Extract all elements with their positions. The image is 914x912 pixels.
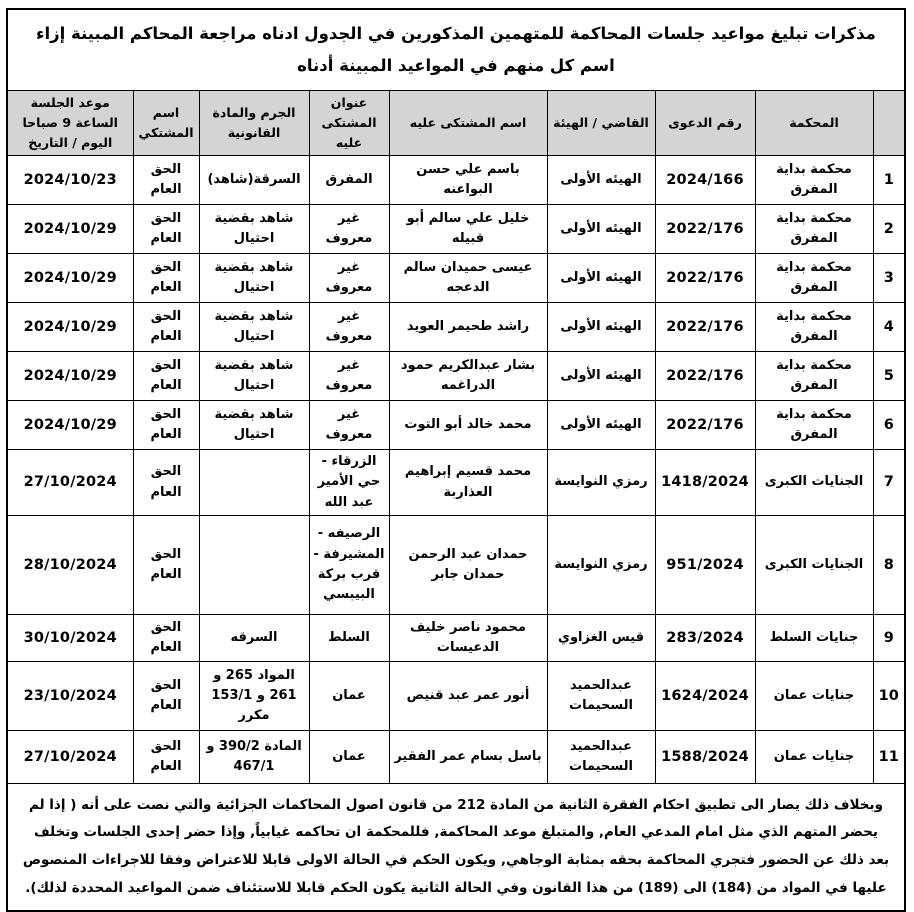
complainant-cell: الحق العام bbox=[133, 156, 199, 205]
table-row bbox=[7, 401, 905, 450]
defendant-name-cell: محمد قسيم إبراهيم العذاربة bbox=[389, 450, 547, 515]
document-title: مذكرات تبليغ مواعيد جلسات المحاكمة للمتهمين المذكورين في الجدول ادناه مراجعة المحاكم المبينة إزاء اسم كل منهم في المواعيد المبينة أدناه bbox=[7, 9, 905, 91]
hearing-date-cell: 2024/10/29 bbox=[7, 401, 133, 450]
court-cell: محكمة بداية المفرق bbox=[755, 401, 873, 450]
court-cell: جنايات السلط bbox=[755, 614, 873, 661]
complainant-cell: الحق العام bbox=[133, 614, 199, 661]
defendant-name-cell: محمد خالد أبو التوت bbox=[389, 401, 547, 450]
defendant-address-cell: عمان bbox=[309, 661, 389, 730]
column-header-hearing-date: موعد الجلسة الساعة 9 صباحا اليوم / التاريخ bbox=[7, 91, 133, 156]
legal-footnote: وبخلاف ذلك يصار الى تطبيق احكام الفقرة الثانية من المادة 212 من قانون اصول المحاكمات الجزائية والتي نصت على أنه ( إذا لم يحضر المتهم الذي مثل امام المدعي العام, والمتبلغ موعد المحاكمة, فللمحكمة ان تحاكمه غيابياً, وإذا حضر إحدى الجلسات وتخلف بعد ذلك عن الحضور فتجري المحاكمة بحقه بمثابة الوجاهي, ويكون الحكم في الحالة الاولى قابلا للاعتراض وفقا للاجراءات المنصوص عليها في المواد من (184) الى (189) من هذا القانون وفي الحالة الثانية يكون الحكم قابلا للاستئناف ضمن المواعيد المحددة لذلك). bbox=[7, 783, 905, 911]
row-number: 5 bbox=[873, 352, 905, 401]
defendant-address-cell: الرصيفه - المشيرفة - قرب بركة البيبسي bbox=[309, 515, 389, 614]
case-number-cell: 951/2024 bbox=[655, 515, 755, 614]
court-cell: محكمة بداية المفرق bbox=[755, 352, 873, 401]
case-number-cell: 2022/176 bbox=[655, 205, 755, 254]
row-number: 11 bbox=[873, 730, 905, 783]
defendant-address-cell: غير معروف bbox=[309, 254, 389, 303]
table-row bbox=[7, 205, 905, 254]
complainant-cell: الحق العام bbox=[133, 303, 199, 352]
judge-cell: قيس الغزاوي bbox=[547, 614, 655, 661]
defendant-name-cell: عيسى حميدان سالم الدعجه bbox=[389, 254, 547, 303]
defendant-name-cell: باسم علي حسن البواعنه bbox=[389, 156, 547, 205]
column-header-crime: الجرم والمادة القانونية bbox=[199, 91, 309, 156]
judge-cell: رمزي النوايسة bbox=[547, 515, 655, 614]
column-header-row-number bbox=[873, 91, 905, 156]
complainant-cell: الحق العام bbox=[133, 515, 199, 614]
hearing-date-cell: 27/10/2024 bbox=[7, 730, 133, 783]
hearing-date-cell: 2024/10/23 bbox=[7, 156, 133, 205]
defendant-address-cell: عمان bbox=[309, 730, 389, 783]
defendant-address-cell: غير معروف bbox=[309, 352, 389, 401]
table-row bbox=[7, 254, 905, 303]
column-header-judge: القاضي / الهيئة bbox=[547, 91, 655, 156]
table-row bbox=[7, 450, 905, 515]
column-header-court: المحكمة bbox=[755, 91, 873, 156]
row-number: 2 bbox=[873, 205, 905, 254]
hearing-date-cell: 2024/10/29 bbox=[7, 254, 133, 303]
defendant-name-cell: حمدان عبد الرحمن حمدان جابر bbox=[389, 515, 547, 614]
judge-cell: الهيئه الأولى bbox=[547, 303, 655, 352]
case-number-cell: 1418/2024 bbox=[655, 450, 755, 515]
complainant-cell: الحق العام bbox=[133, 450, 199, 515]
row-number: 3 bbox=[873, 254, 905, 303]
crime-cell: شاهد بقضية احتيال bbox=[199, 205, 309, 254]
complainant-cell: الحق العام bbox=[133, 730, 199, 783]
court-cell: محكمة بداية المفرق bbox=[755, 205, 873, 254]
defendant-address-cell: غير معروف bbox=[309, 205, 389, 254]
footer-row bbox=[7, 783, 905, 911]
case-number-cell: 2022/176 bbox=[655, 303, 755, 352]
table-row bbox=[7, 730, 905, 783]
column-header-address: عنوان المشتكى عليه bbox=[309, 91, 389, 156]
case-number-cell: 2022/176 bbox=[655, 352, 755, 401]
crime-cell: شاهد بقضية احتيال bbox=[199, 352, 309, 401]
court-cell: محكمة بداية المفرق bbox=[755, 156, 873, 205]
crime-cell: شاهد بقضية احتيال bbox=[199, 401, 309, 450]
complainant-cell: الحق العام bbox=[133, 205, 199, 254]
row-number: 9 bbox=[873, 614, 905, 661]
table-row bbox=[7, 303, 905, 352]
case-number-cell: 1624/2024 bbox=[655, 661, 755, 730]
hearing-date-cell: 27/10/2024 bbox=[7, 450, 133, 515]
row-number: 10 bbox=[873, 661, 905, 730]
complainant-cell: الحق العام bbox=[133, 254, 199, 303]
case-number-cell: 2022/176 bbox=[655, 254, 755, 303]
court-cell: محكمة بداية المفرق bbox=[755, 254, 873, 303]
row-number: 4 bbox=[873, 303, 905, 352]
table-row bbox=[7, 515, 905, 614]
crime-cell: المادة 390/2 و 467/1 bbox=[199, 730, 309, 783]
judge-cell: رمزي النوايسة bbox=[547, 450, 655, 515]
complainant-cell: الحق العام bbox=[133, 661, 199, 730]
case-number-cell: 283/2024 bbox=[655, 614, 755, 661]
crime-cell bbox=[199, 450, 309, 515]
judge-cell: الهيئه الأولى bbox=[547, 401, 655, 450]
judge-cell: الهيئه الأولى bbox=[547, 205, 655, 254]
crime-cell: شاهد بقضية احتيال bbox=[199, 303, 309, 352]
case-number-cell: 1588/2024 bbox=[655, 730, 755, 783]
row-number: 1 bbox=[873, 156, 905, 205]
defendant-name-cell: راشد طحيمر العويد bbox=[389, 303, 547, 352]
table-header-row bbox=[7, 91, 905, 156]
complainant-cell: الحق العام bbox=[133, 401, 199, 450]
crime-cell: شاهد بقضية احتيال bbox=[199, 254, 309, 303]
court-cell: محكمة بداية المفرق bbox=[755, 303, 873, 352]
court-cell: جنايات عمان bbox=[755, 730, 873, 783]
defendant-name-cell: بشار عبدالكريم حمود الدراغمه bbox=[389, 352, 547, 401]
defendant-address-cell: المفرق bbox=[309, 156, 389, 205]
complainant-cell: الحق العام bbox=[133, 352, 199, 401]
row-number: 8 bbox=[873, 515, 905, 614]
row-number: 7 bbox=[873, 450, 905, 515]
row-number: 6 bbox=[873, 401, 905, 450]
judge-cell: عبدالحميد السحيمات bbox=[547, 661, 655, 730]
hearing-date-cell: 2024/10/29 bbox=[7, 205, 133, 254]
case-number-cell: 2024/166 bbox=[655, 156, 755, 205]
judge-cell: الهيئه الأولى bbox=[547, 254, 655, 303]
court-cell: جنايات عمان bbox=[755, 661, 873, 730]
crime-cell: السرقه bbox=[199, 614, 309, 661]
defendant-address-cell: السلط bbox=[309, 614, 389, 661]
table-row bbox=[7, 614, 905, 661]
table-row bbox=[7, 352, 905, 401]
defendant-address-cell: الزرقاء - حي الأمير عبد الله bbox=[309, 450, 389, 515]
judge-cell: الهيئه الأولى bbox=[547, 156, 655, 205]
hearing-date-cell: 30/10/2024 bbox=[7, 614, 133, 661]
defendant-name-cell: أنور عمر عبد قنيص bbox=[389, 661, 547, 730]
judge-cell: الهيئه الأولى bbox=[547, 352, 655, 401]
court-hearings-table bbox=[6, 8, 906, 912]
table-row bbox=[7, 661, 905, 730]
judge-cell: عبدالحميد السحيمات bbox=[547, 730, 655, 783]
column-header-defendant: اسم المشتكى عليه bbox=[389, 91, 547, 156]
crime-cell: المواد 265 و 261 و 153/1 مكرر bbox=[199, 661, 309, 730]
court-cell: الجنايات الكبرى bbox=[755, 450, 873, 515]
column-header-complainant: اسم المشتكي bbox=[133, 91, 199, 156]
defendant-name-cell: خليل علي سالم أبو قبيله bbox=[389, 205, 547, 254]
hearing-date-cell: 28/10/2024 bbox=[7, 515, 133, 614]
crime-cell bbox=[199, 515, 309, 614]
case-number-cell: 2022/176 bbox=[655, 401, 755, 450]
column-header-case-number: رقم الدعوى bbox=[655, 91, 755, 156]
court-cell: الجنايات الكبرى bbox=[755, 515, 873, 614]
hearing-date-cell: 23/10/2024 bbox=[7, 661, 133, 730]
defendant-name-cell: محمود ناصر خليف الدعيسات bbox=[389, 614, 547, 661]
table-row bbox=[7, 156, 905, 205]
defendant-address-cell: غير معروف bbox=[309, 303, 389, 352]
title-row bbox=[7, 9, 905, 91]
defendant-address-cell: غير معروف bbox=[309, 401, 389, 450]
crime-cell: السرقة(شاهد) bbox=[199, 156, 309, 205]
hearing-date-cell: 2024/10/29 bbox=[7, 303, 133, 352]
hearing-date-cell: 2024/10/29 bbox=[7, 352, 133, 401]
defendant-name-cell: باسل بسام عمر الفقير bbox=[389, 730, 547, 783]
